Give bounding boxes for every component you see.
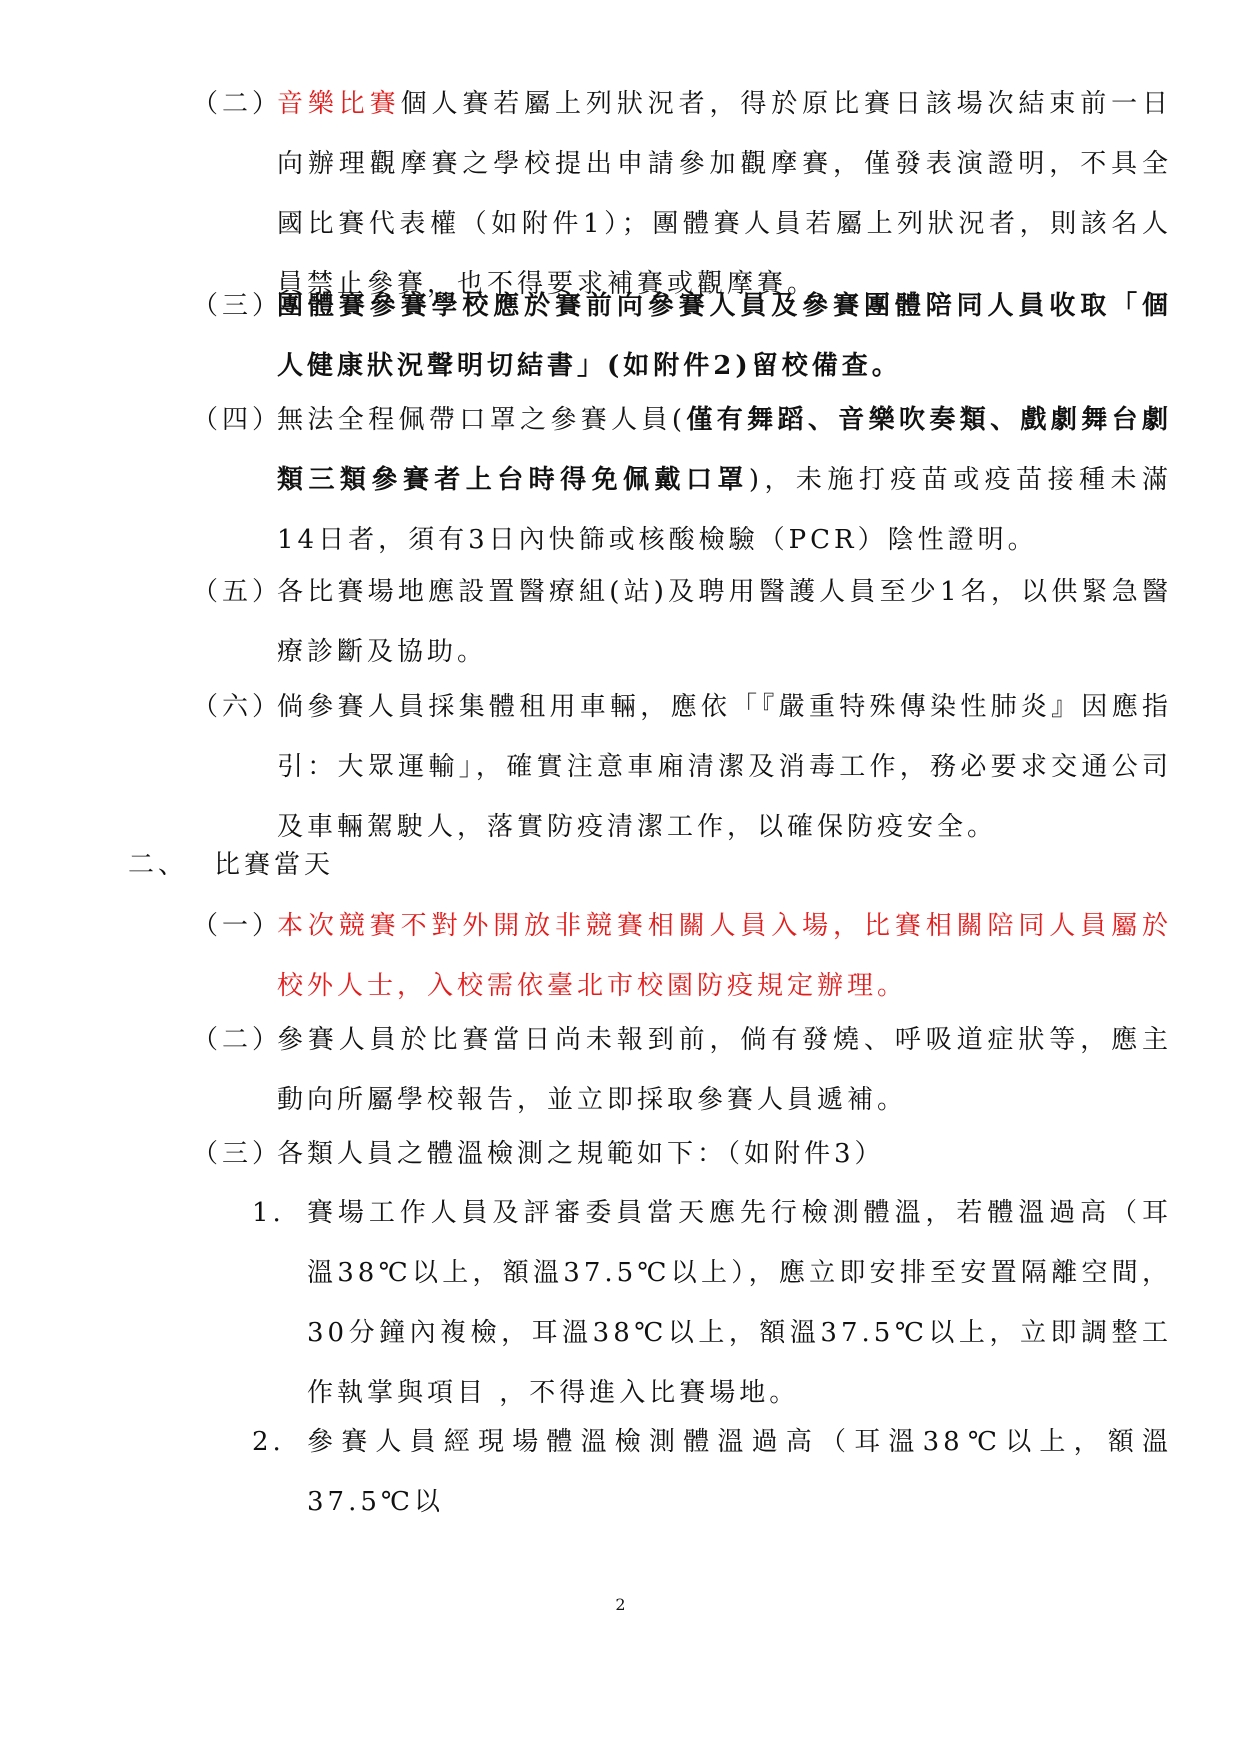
sub-item-number: 2. <box>252 1427 285 1457</box>
sub-list-item <box>252 1412 1172 1532</box>
item-text-bold: 團體賽參賽學校應於賽前向參賽人員及參賽團體陪同人員收取「個人健康狀況聲明切結書」(如附件2)留校備查。 <box>277 291 1172 381</box>
item-text: 參賽人員經現場體溫檢測體溫過高（耳溫38℃以上，額溫37.5℃以 <box>307 1427 1172 1517</box>
item-number: （二） <box>192 89 283 119</box>
list-item <box>192 562 1172 682</box>
item-number: （四） <box>192 405 283 435</box>
item-text: 各比賽場地應設置醫療組(站)及聘用醫護人員至少1名，以供緊急醫療診斷及協助。 <box>277 577 1172 667</box>
page-number: 2 <box>615 1595 626 1614</box>
section-number: 二、 <box>128 850 189 880</box>
item-text: 無法全程佩帶口罩之參賽人員( <box>277 405 686 435</box>
list-item <box>192 896 1172 1016</box>
list-item <box>192 1124 1172 1184</box>
item-text: 參賽人員於比賽當日尚未報到前，倘有發燒、呼吸道症狀等，應主動向所屬學校報告，並立即採取參賽人員遞補。 <box>277 1025 1172 1115</box>
sub-item-number: 1. <box>252 1198 285 1228</box>
item-number: （六） <box>192 692 283 722</box>
item-number: （一） <box>192 911 283 941</box>
item-text-highlight: 音樂比賽 <box>277 89 401 119</box>
sub-list-item <box>252 1183 1172 1423</box>
item-text-highlight: 本次競賽不對外開放非競賽相關人員入場，比賽相關陪同人員屬於校外人士，入校需依臺北市校園防疫規定辦理。 <box>277 911 1172 1001</box>
section-title: 比賽當天 <box>214 850 335 880</box>
item-text-bold: 僅有舞蹈、音樂吹奏類、戲劇舞台劇類三類參賽者上台時得免佩戴口罩 <box>277 405 1172 495</box>
section-heading <box>128 835 335 895</box>
item-text: )，未施打疫苗或疫苗接種未滿14日者，須有3日內快篩或核酸檢驗（PCR）陰性證明。 <box>277 465 1172 555</box>
item-number: （三） <box>192 291 283 321</box>
item-text: 各類人員之體溫檢測之規範如下：（如附件3） <box>277 1139 885 1169</box>
list-item <box>192 1010 1172 1130</box>
item-number: （五） <box>192 577 283 607</box>
list-item <box>192 390 1172 570</box>
item-text: 個人賽若屬上列狀況者，得於原比賽日該場次結束前一日向辦理觀摩賽之學校提出申請參加觀摩賽，僅發表演證明，不具全國比賽代表權（如附件1）；團體賽人員若屬上列狀況者，則該名人員禁止參賽，也不得要求補賽或觀摩賽。 <box>277 89 1172 299</box>
item-text: 倘參賽人員採集體租用車輛，應依「『嚴重特殊傳染性肺炎』因應指引：大眾運輸」，確實注意車廂清潔及消毒工作，務必要求交通公司及車輛駕駛人，落實防疫清潔工作，以確保防疫安全。 <box>277 692 1172 842</box>
item-number: （三） <box>192 1139 283 1169</box>
item-number: （二） <box>192 1025 283 1055</box>
item-text: 賽場工作人員及評審委員當天應先行檢測體溫，若體溫過高（耳溫38℃以上，額溫37.5℃以上），應立即安排至安置隔離空間，30分鐘內複檢，耳溫38℃以上，額溫37.5℃以上，立即調整工作執掌與項目 ，不得進入比賽場地。 <box>307 1198 1172 1408</box>
list-item <box>192 276 1172 396</box>
list-item <box>192 677 1172 857</box>
